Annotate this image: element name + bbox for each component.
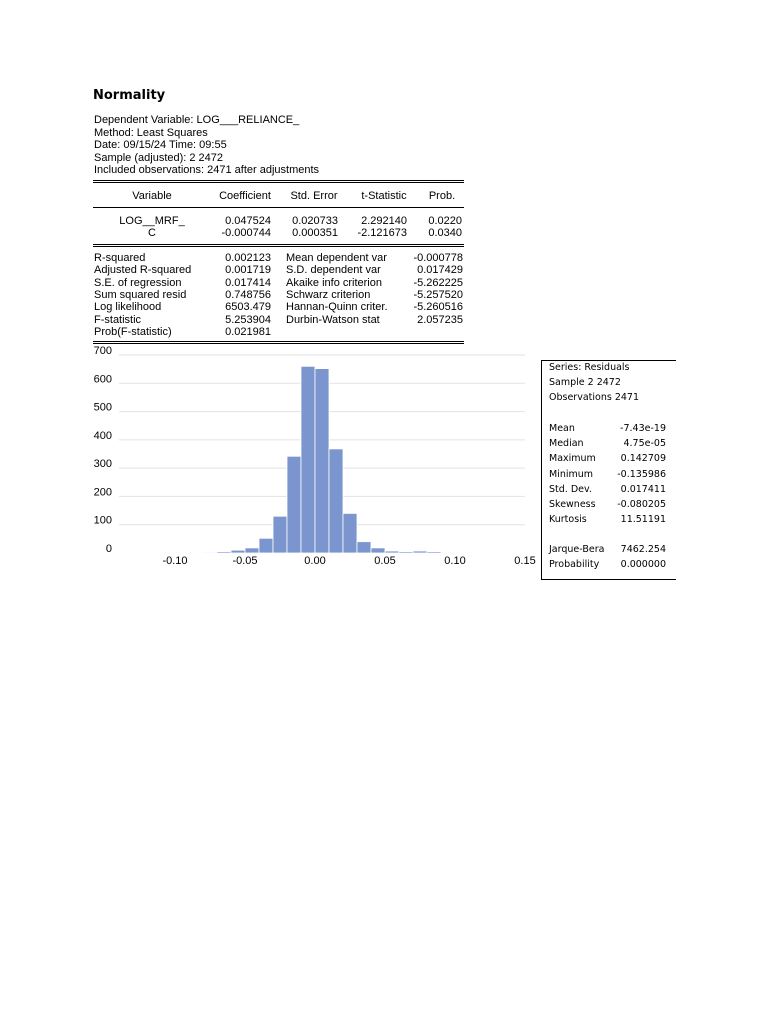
histogram-bar: [343, 513, 357, 553]
residual-stats-box: [541, 360, 676, 580]
histogram-bar: [301, 366, 315, 553]
stat-label: Adjusted R-squared: [94, 264, 192, 277]
row-coefficient: 0.047524: [225, 215, 271, 227]
histogram-bar: [315, 369, 329, 553]
y-tick-label: 400: [93, 429, 112, 442]
histogram-bar: [217, 552, 231, 553]
histogram-bar: [245, 548, 259, 553]
histogram-bar: [259, 538, 273, 553]
y-tick-label: 200: [93, 486, 112, 499]
stat-value: 0.748756: [225, 288, 271, 301]
histogram-bar: [497, 553, 511, 554]
stat-label: Durbin-Watson stat: [286, 313, 380, 326]
stats-value: -0.080205: [617, 499, 666, 510]
stats-value: 0.017411: [620, 483, 666, 495]
stats-value: 0.142709: [620, 453, 666, 465]
row-prob: 0.0220: [428, 215, 462, 227]
stat-label: F-statistic: [94, 313, 142, 326]
row-variable: LOG__MRF_: [119, 215, 185, 227]
histogram-bar: [189, 552, 203, 553]
histogram-bar: [119, 552, 133, 553]
stats-label: Kurtosis: [549, 514, 587, 526]
header-line-date: Date: 09/15/24 Time: 09:55: [94, 139, 227, 152]
x-tick-label: -0.05: [232, 555, 258, 567]
histogram-bar: [413, 551, 427, 553]
stat-value: -5.257520: [413, 288, 463, 301]
stat-value: 0.002123: [225, 252, 271, 264]
stats-value: 4.75e-05: [623, 438, 666, 450]
stats-value: 0.000000: [620, 559, 666, 571]
stats-sample-label: Sample 2 2472: [549, 377, 621, 388]
y-tick-label: 500: [93, 401, 112, 414]
stat-label: Schwarz criterion: [286, 288, 371, 301]
histogram-bar: [161, 553, 175, 554]
stat-label: Prob(F-statistic): [94, 325, 172, 338]
stat-value: 0.017429: [417, 264, 463, 277]
stat-value: -5.262225: [413, 276, 463, 289]
histogram-bar: [287, 456, 301, 553]
row-std-error: 0.020733: [292, 215, 338, 227]
histogram-bar: [203, 552, 217, 553]
stat-value: 0.017414: [225, 276, 271, 289]
histogram-bar: [371, 548, 385, 553]
histogram-bar: [357, 542, 371, 553]
stats-value: -0.135986: [617, 468, 666, 480]
stat-label: Hannan-Quinn criter.: [286, 301, 388, 314]
x-tick-label: 0.15: [514, 555, 536, 567]
histogram-bar: [147, 553, 161, 554]
row-t-statistic: -2.121673: [357, 227, 407, 239]
histogram-bar: [511, 552, 525, 553]
stat-value: -5.260516: [413, 301, 463, 314]
stats-label: Probability: [549, 559, 600, 571]
stats-label: Mean: [549, 423, 575, 434]
stats-label: Jarque-Bera: [549, 544, 605, 555]
row-variable: C: [148, 227, 156, 239]
stat-value: 0.021981: [225, 325, 271, 338]
y-tick-label: 600: [93, 373, 112, 386]
stats-value: 11.51191: [620, 514, 666, 526]
histogram-bar: [273, 516, 287, 553]
col-header-coefficient: Coefficient: [219, 190, 271, 202]
x-tick-label: 0.10: [444, 555, 466, 567]
header-line-dependent: Dependent Variable: LOG___RELIANCE_: [94, 114, 300, 126]
x-tick-label: -0.10: [162, 555, 188, 567]
stat-value: 2.057235: [417, 313, 463, 326]
histogram-bar: [441, 552, 455, 553]
stats-observations-label: Observations 2471: [549, 392, 639, 403]
stat-value: 0.001719: [225, 264, 271, 277]
stats-label: Skewness: [549, 499, 596, 510]
row-std-error: 0.000351: [292, 227, 338, 239]
stat-label: Akaike info criterion: [286, 276, 382, 289]
stat-label: R-squared: [94, 252, 146, 264]
stat-label: S.D. dependent var: [286, 264, 381, 277]
histogram-bar: [329, 449, 343, 553]
y-tick-label: 300: [93, 458, 112, 471]
stats-series-label: Series: Residuals: [549, 362, 630, 373]
col-header-variable: Variable: [132, 190, 172, 202]
x-tick-label: 0.00: [304, 555, 326, 567]
histogram-bar: [455, 553, 469, 554]
row-coefficient: -0.000744: [221, 227, 271, 239]
stats-value: -7.43e-19: [620, 423, 666, 434]
stat-label: Sum squared resid: [94, 288, 187, 301]
stat-value: 5.253904: [225, 313, 271, 326]
histogram-bar: [399, 552, 413, 553]
col-header-t-statistic: t-Statistic: [361, 190, 407, 202]
y-tick-label: 100: [93, 514, 112, 527]
stats-value: 7462.254: [620, 544, 666, 555]
histogram-bar: [231, 550, 245, 553]
y-tick-label: 0: [105, 543, 112, 555]
stat-label: Mean dependent var: [286, 252, 387, 264]
stats-label: Std. Dev.: [549, 483, 592, 495]
header-line-observations: Included observations: 2471 after adjustments: [94, 164, 320, 177]
y-tick-label: 700: [93, 345, 112, 357]
histogram-bar: [175, 553, 189, 554]
row-t-statistic: 2.292140: [361, 215, 407, 227]
page-title: Normality: [93, 88, 166, 103]
stats-label: Minimum: [549, 468, 594, 480]
stat-value: 6503.479: [225, 301, 271, 314]
stat-label: S.E. of regression: [94, 276, 182, 289]
histogram-bar: [427, 552, 441, 553]
header-line-method: Method: Least Squares: [94, 126, 208, 139]
header-line-sample: Sample (adjusted): 2 2472: [94, 151, 224, 164]
col-header-std-error: Std. Error: [290, 190, 338, 202]
stats-label: Maximum: [549, 453, 596, 465]
col-header-prob: Prob.: [428, 190, 456, 202]
stat-label: Log likelihood: [94, 301, 162, 314]
row-prob: 0.0340: [428, 227, 462, 239]
stats-label: Median: [549, 438, 584, 450]
x-tick-label: 0.05: [374, 555, 396, 567]
stat-value: -0.000778: [413, 252, 463, 264]
histogram-bar: [385, 551, 399, 553]
